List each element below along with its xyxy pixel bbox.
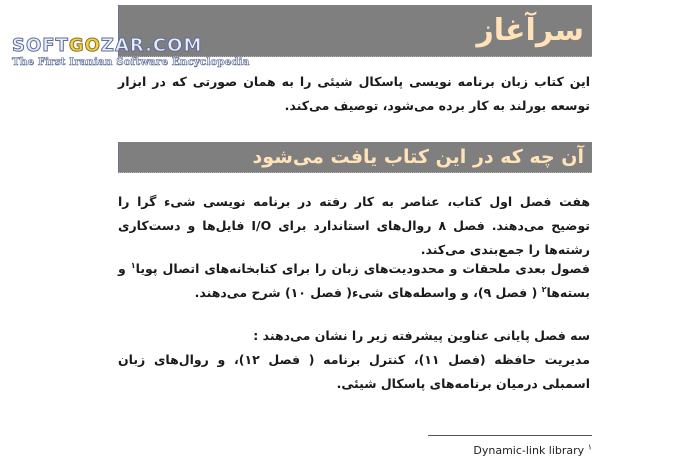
footnote-1-marker: ۱ xyxy=(587,442,592,452)
paragraph-4-topics: مدیریت حافظه (فصل ۱۱)، کنترل برنامه ( فصل ۱۲)، و روال‌های زبان اسمبلی درمیان برنامه‌های پاسکال شیئی. xyxy=(118,352,590,391)
footnote-ref-2[interactable]: ۲ xyxy=(541,284,547,294)
watermark-tagline: The First Iranian Software Encyclopedia xyxy=(12,56,250,68)
footnote-separator xyxy=(428,435,592,436)
paragraph-chapters-9-10 xyxy=(118,257,592,305)
heading-preface: سرآغاز xyxy=(118,5,592,57)
paragraph-3-text-a: فصول بعدی ملحقات و محدودیت‌های زبان را برای کتابخانه‌های اتصال پویا xyxy=(135,261,590,276)
footnote-ref-1[interactable]: ۱ xyxy=(130,260,136,270)
document-page xyxy=(118,0,592,462)
footnote-1-text: Dynamic-link library xyxy=(473,444,585,457)
paragraph-chapters-1-8: هفت فصل اول کتاب، عناصر به کار رفته در برنامه نویسی شیء گرا را توضیح می‌دهند. فصل ۸ روال‌های استاندارد برای I/O فایل‌ها و دست‌کاری رشته‌ها را جمع‌بندی می‌کند. xyxy=(118,194,590,257)
paragraph-4-intro-line: سه فصل پایانی عناوین پیشرفته زیر را نشان می‌دهند : xyxy=(253,328,590,343)
heading-book-contents: آن چه که در این کتاب یافت می‌شود xyxy=(118,142,592,173)
watermark-brand-accent: GO xyxy=(68,35,101,56)
footnote-1 xyxy=(118,444,592,457)
watermark-brand-prefix: SOFT xyxy=(12,35,69,56)
paragraph-3-text-b: و بسته‌ها xyxy=(118,261,590,300)
paragraph-3-text-c: ( فصل ۹)، و واسطه‌های شیء( فصل ۱۰) شرح می‌دهند. xyxy=(194,285,542,300)
watermark-brand-suffix: ZAR.COM xyxy=(100,35,203,56)
intro-paragraph: این کتاب زبان برنامه نویسی پاسکال شیئی را به همان صورتی که در ابزار توسعه بورلند به کار برده می‌شود، توصیف می‌کند. xyxy=(118,74,590,113)
paragraph-advanced-chapters xyxy=(118,324,592,396)
